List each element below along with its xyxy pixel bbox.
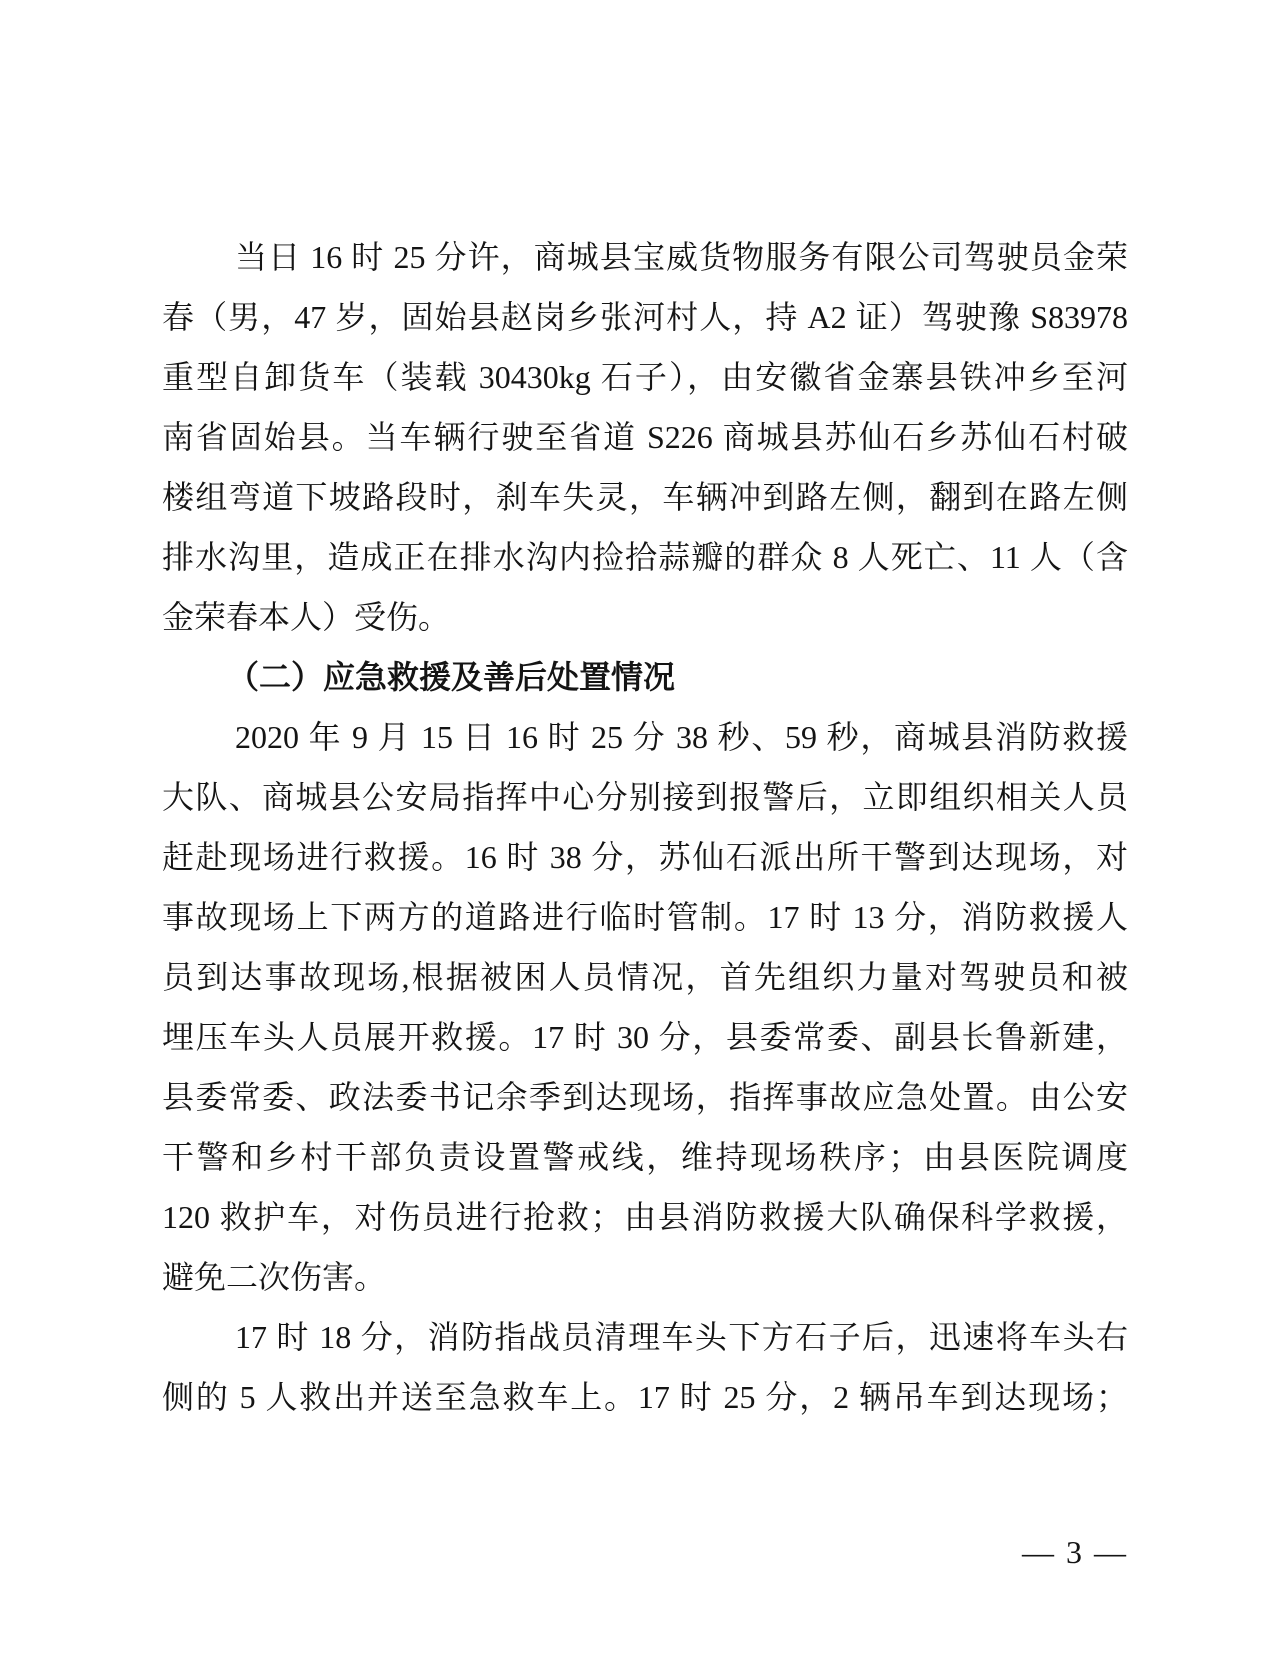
document-body [162,227,1128,1427]
body-line: 避免二次伤害。 [162,1259,387,1295]
body-line: 赶赴现场进行救援。16 时 38 分，苏仙石派出所干警到达现场，对 [162,839,1128,875]
body-line: 重型自卸货车（装载 30430kg 石子），由安徽省金寨县铁冲乡至河 [162,359,1128,395]
body-line: 楼组弯道下坡路段时，刹车失灵，车辆冲到路左侧，翻到在路左侧 [162,479,1128,515]
body-line: 事故现场上下两方的道路进行临时管制。17 时 13 分，消防救援人 [162,899,1128,935]
body-line: 春（男，47 岁，固始县赵岗乡张河村人，持 A2 证）驾驶豫 S83978 [162,299,1128,335]
section-heading: （二）应急救援及善后处置情况 [227,659,676,695]
body-line: 2020 年 9 月 15 日 16 时 25 分 38 秒、59 秒，商城县消防救援 [235,719,1128,755]
body-line: 金荣春本人）受伤。 [162,599,451,635]
body-line: 南省固始县。当车辆行驶至省道 S226 商城县苏仙石乡苏仙石村破 [162,419,1128,455]
body-line: 排水沟里，造成正在排水沟内捡拾蒜瓣的群众 8 人死亡、11 人（含 [162,539,1128,575]
body-line: 员到达事故现场,根据被困人员情况，首先组织力量对驾驶员和被 [162,959,1128,995]
body-line: 干警和乡村干部负责设置警戒线，维持现场秩序；由县医院调度 [162,1139,1128,1175]
body-line: 当日 16 时 25 分许，商城县宝威货物服务有限公司驾驶员金荣 [235,239,1128,275]
body-line: 17 时 18 分，消防指战员清理车头下方石子后，迅速将车头右 [235,1319,1128,1355]
page-number: — 3 — [1022,1534,1128,1570]
body-line: 侧的 5 人救出并送至急救车上。17 时 25 分，2 辆吊车到达现场； [162,1379,1128,1415]
body-line: 埋压车头人员展开救援。17 时 30 分，县委常委、副县长鲁新建， [162,1019,1128,1055]
body-line: 120 救护车，对伤员进行抢救；由县消防救援大队确保科学救援， [162,1199,1128,1235]
body-line: 县委常委、政法委书记余季到达现场，指挥事故应急处置。由公安 [162,1079,1128,1115]
body-line: 大队、商城县公安局指挥中心分别接到报警后，立即组织相关人员 [162,779,1128,815]
